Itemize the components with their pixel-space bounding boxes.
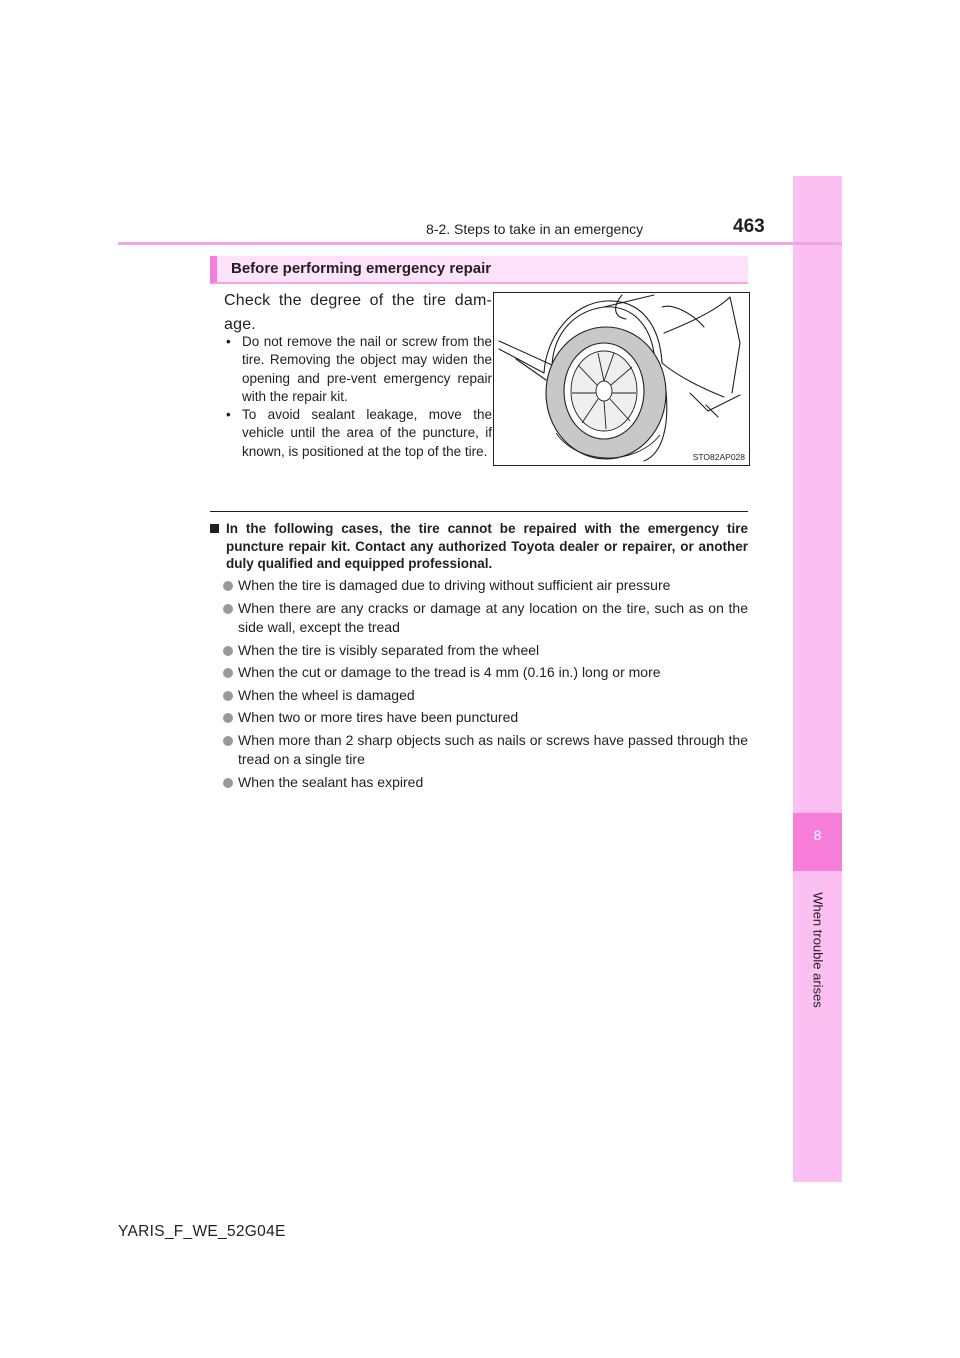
circle-bullet-icon <box>223 691 233 701</box>
list-item <box>210 708 748 728</box>
section-heading-bar <box>210 256 748 284</box>
tire-illustration <box>493 292 750 466</box>
note-heading-text: In the following cases, the tire cannot be repaired with the emergency tire puncture repair kit. Contact any authorized Toyota dealer or repairer, or another duly qualified and equipped professional. <box>226 521 748 571</box>
chapter-side-tab <box>793 176 842 1182</box>
list-item-text: When two or more tires have been punctured <box>238 709 519 725</box>
circle-bullet-icon <box>223 581 233 591</box>
section-heading: Before performing emergency repair <box>231 260 492 277</box>
section-title: 8-2. Steps to take in an emergency <box>426 221 644 237</box>
list-item <box>210 663 748 683</box>
figure-code: STO82AP028 <box>692 452 745 462</box>
square-bullet-icon <box>210 524 219 533</box>
list-item-text: When the tire is damaged due to driving without sufficient air pressure <box>238 577 671 593</box>
bullet-dot-icon: • <box>226 334 231 349</box>
circle-bullet-icon <box>223 646 233 656</box>
list-item-text: When there are any cracks or damage at any location on the tire, such as on the side wall, except the tread <box>238 599 748 635</box>
intro-text: Check the degree of the tire dam-age. <box>224 292 492 333</box>
circle-bullet-icon <box>223 713 233 723</box>
header-rule <box>118 242 842 245</box>
note-bullet-list <box>210 576 748 795</box>
list-item-text: To avoid sealant leakage, move the vehicle until the area of the puncture, if known, is positioned at the top of the tire. <box>242 407 492 459</box>
list-item <box>226 333 492 406</box>
list-item-text: When the wheel is damaged <box>238 686 415 703</box>
circle-bullet-icon <box>223 604 233 614</box>
list-item <box>226 406 492 461</box>
intro-bullet-list <box>226 333 492 461</box>
list-item-text: When the cut or damage to the tread is 4 mm (0.16 in.) long or more <box>238 664 661 680</box>
list-item-text: When the tire is visibly separated from the wheel <box>238 641 540 658</box>
list-item <box>210 599 748 638</box>
document-code: YARIS_F_WE_52G04E <box>118 1223 286 1240</box>
circle-bullet-icon <box>223 778 233 788</box>
page-number: 463 <box>733 216 765 237</box>
bullet-dot-icon: • <box>226 407 231 423</box>
circle-bullet-icon <box>223 736 233 746</box>
section-divider <box>210 511 748 512</box>
note-heading <box>210 520 748 573</box>
list-item-text: When the sealant has expired <box>238 773 424 790</box>
chapter-title: When trouble arises <box>810 892 826 1008</box>
circle-bullet-icon <box>223 668 233 678</box>
list-item <box>210 731 748 770</box>
list-item-text: Do not remove the nail or screw from the tire. Removing the object may widen the opening and pre-vent emergency repair with the repair kit. <box>242 334 492 404</box>
list-item <box>210 773 748 793</box>
list-item-text: When more than 2 sharp objects such as nails or screws have passed through the tread on a single tire <box>238 731 748 767</box>
list-item <box>210 576 748 596</box>
car-rear-wheel-illustration <box>494 293 749 465</box>
list-item <box>210 641 748 661</box>
chapter-number: 8 <box>813 827 822 843</box>
list-item <box>210 686 748 706</box>
